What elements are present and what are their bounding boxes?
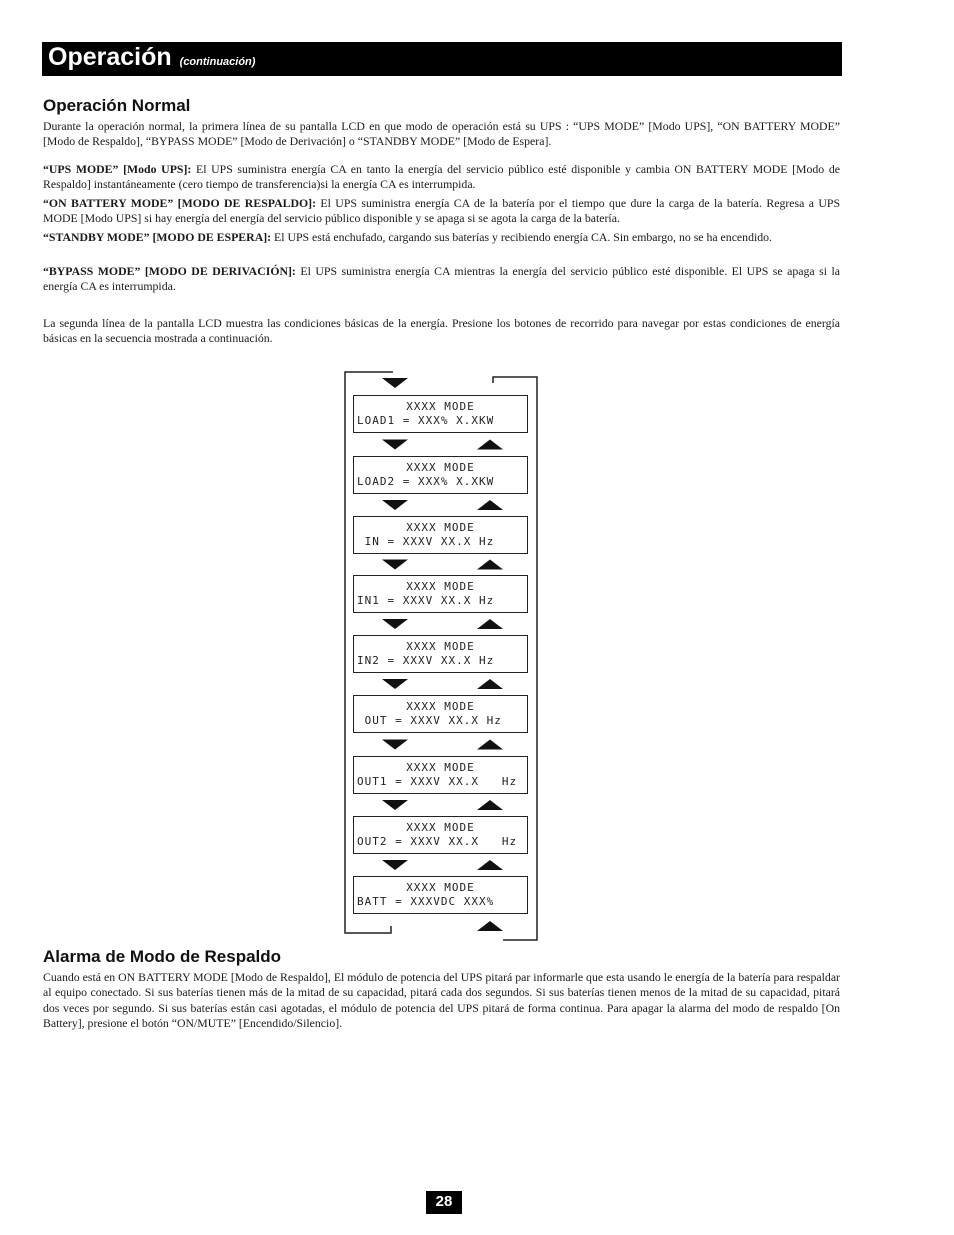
lcd-line-mode: XXXX MODE (406, 400, 475, 413)
mode-description: El UPS suministra energía CA mientras la energía del servicio público esté disponible. El UPS se apaga si la energía CA es interrumpida. (43, 264, 840, 294)
down-arrow-icon (382, 800, 408, 810)
down-arrow-icon (382, 860, 408, 870)
mode-description: El UPS está enchufado, cargando sus baterías y recibiendo energía CA. Sin embargo, no se ha encendido. (271, 230, 772, 244)
lcd-line-value: LOAD2 = XXX% X.XKW (357, 475, 495, 488)
lcd-line-mode: XXXX MODE (406, 821, 475, 834)
lcd-screen (353, 876, 528, 914)
up-arrow-icon (477, 921, 503, 931)
second-line-paragraph: La segunda línea de la pantalla LCD muestra las condiciones básicas de la energía. Presione los botones de recorrido para navegar por estas condiciones de energía básicas en la secuencia mostrada a continuación. (43, 316, 840, 346)
down-arrow-icon (382, 619, 408, 629)
lcd-line-value: IN2 = XXXV XX.X Hz (357, 654, 495, 667)
mode-paragraph-ups (43, 162, 840, 193)
lcd-screen (353, 456, 528, 494)
up-arrow-icon (477, 619, 503, 629)
mode-paragraph-bypass (43, 264, 840, 295)
lcd-line-mode: XXXX MODE (406, 580, 475, 593)
lcd-line-value: BATT = XXXVDC XXX% (357, 895, 495, 908)
lcd-screen (353, 756, 528, 794)
page-number: 28 (426, 1191, 462, 1214)
mode-description: El UPS suministra energía CA de la batería por el tiempo que dure la carga de la batería. Regresa a UPS MODE [Modo UPS] si hay energía del energía del servicio público disponible y se apaga si se agota la carga de la batería. (43, 196, 841, 226)
intro-paragraph: Durante la operación normal, la primera línea de su pantalla LCD en que modo de operación está su UPS : “UPS MODE” [Modo UPS], “ON BATTERY MODE” [Modo de Respaldo], “BYPASS MODE” [Modo de Derivación] o “STANDBY MODE” [Modo de Espera]. (43, 119, 840, 149)
lcd-line-value: OUT = XXXV XX.X Hz (357, 714, 502, 727)
lcd-navigation-diagram (335, 365, 550, 945)
down-arrow-icon (382, 378, 408, 388)
up-arrow-icon (477, 860, 503, 870)
battery-alarm-paragraph: Cuando está en ON BATTERY MODE [Modo de Respaldo], El módulo de potencia del UPS pitará par informarle que esta usando le energía de la batería para respaldar al equipo conectado. Si sus baterías tienen más de la mitad de su capacidad, pitará cada dos segundos. Si sus baterías tienen menos de la mitad de su capacidad, pitará dos veces por segundo. Si sus baterías están casi agotadas, el módulo de potencia del UPS pitará de forma continua. Para apagar la alarma del modo de respaldo [On Battery], presione el botón “ON/MUTE” [Encendido/Silencio]. (43, 970, 840, 1030)
section-heading-battery-alarm: Alarma de Modo de Respaldo (43, 947, 282, 966)
lcd-line-mode: XXXX MODE (406, 521, 475, 534)
up-arrow-icon (477, 560, 503, 570)
mode-term: “STANDBY MODE” [MODO DE ESPERA]: (43, 230, 272, 244)
down-arrow-icon (382, 679, 408, 689)
mode-paragraph-on-battery (43, 196, 840, 227)
down-arrow-icon (382, 740, 408, 750)
up-arrow-icon (477, 500, 503, 510)
lcd-line-mode: XXXX MODE (406, 640, 475, 653)
down-arrow-icon (382, 440, 408, 450)
page-subtitle: (continuación) (179, 56, 256, 68)
up-arrow-icon (477, 440, 503, 450)
page-header-bar (42, 42, 842, 76)
lcd-line-mode: XXXX MODE (406, 881, 475, 894)
page-title: Operación (48, 43, 172, 71)
lcd-line-value: IN1 = XXXV XX.X Hz (357, 594, 495, 607)
up-arrow-icon (477, 800, 503, 810)
down-arrow-icon (382, 500, 408, 510)
down-arrow-icon (382, 560, 408, 570)
lcd-line-mode: XXXX MODE (406, 461, 475, 474)
lcd-screen (353, 395, 528, 433)
mode-description: El UPS suministra energía CA en tanto la energía del servicio público esté disponible y cambia ON BATTERY MODE [Modo de Respaldo] instantáneamente (cero tiempo de transferencia)si la energía CA es interrumpida. (43, 162, 840, 192)
lcd-line-mode: XXXX MODE (406, 761, 475, 774)
lcd-line-value: LOAD1 = XXX% X.XKW (357, 414, 495, 427)
lcd-screen (353, 635, 528, 673)
lcd-screen (353, 695, 528, 733)
lcd-line-mode: XXXX MODE (406, 700, 475, 713)
mode-term: “BYPASS MODE” [MODO DE DERIVACIÓN]: (43, 264, 296, 278)
mode-paragraph-standby (43, 230, 840, 245)
lcd-screen (353, 575, 528, 613)
lcd-line-value: OUT2 = XXXV XX.X Hz (357, 835, 518, 848)
lcd-screen (353, 516, 528, 554)
up-arrow-icon (477, 740, 503, 750)
section-heading-normal-operation: Operación Normal (43, 96, 191, 115)
mode-term: “ON BATTERY MODE” [MODO DE RESPALDO]: (43, 196, 317, 210)
up-arrow-icon (477, 679, 503, 689)
lcd-screen (353, 816, 528, 854)
lcd-line-value: IN = XXXV XX.X Hz (357, 535, 495, 548)
lcd-line-value: OUT1 = XXXV XX.X Hz (357, 775, 518, 788)
mode-term: “UPS MODE” [Modo UPS]: (43, 162, 192, 176)
